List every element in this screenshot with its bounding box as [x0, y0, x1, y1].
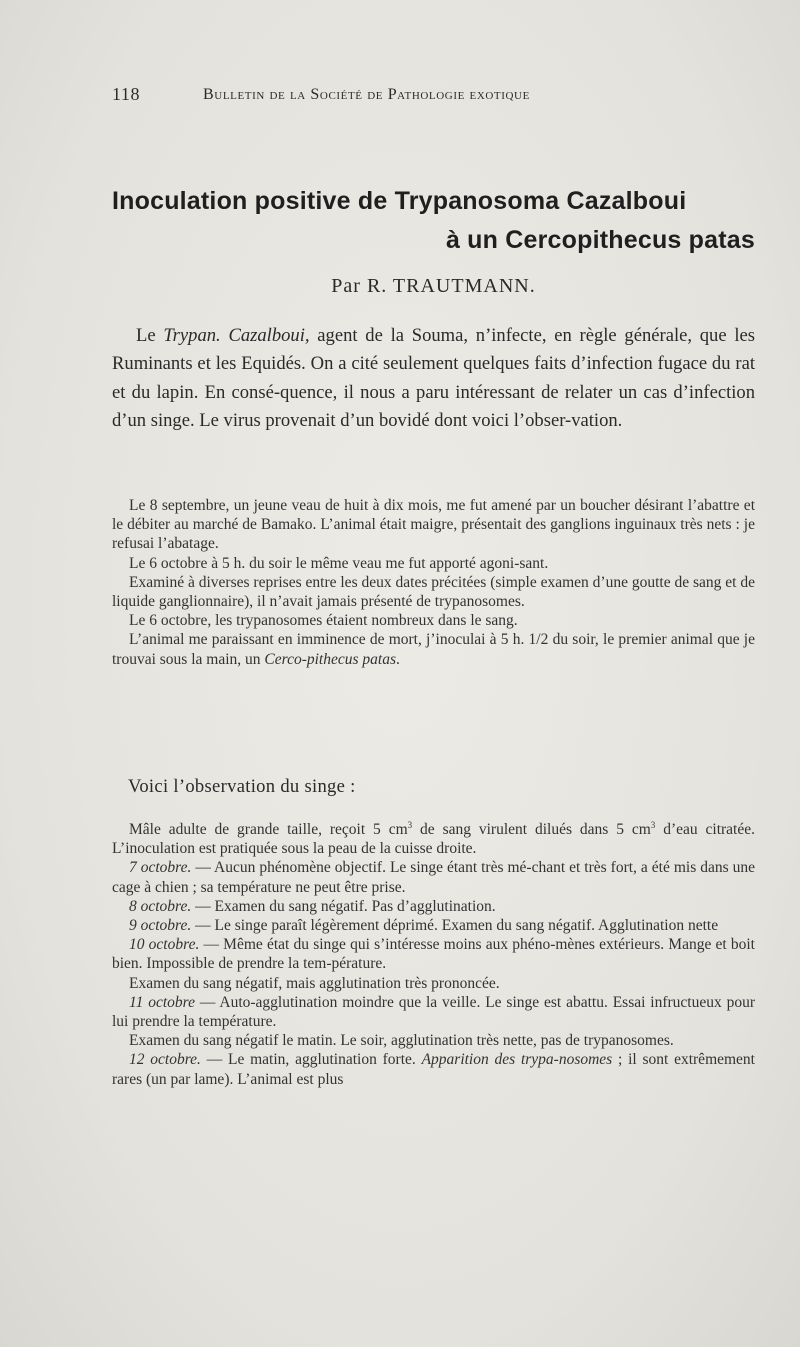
singe-p8: — Examen du sang négatif. Pas d’agglutination. [191, 897, 496, 915]
singe-day-11 [112, 993, 755, 1031]
singe-day-8 [112, 897, 755, 916]
singe-p7: — Aucun phénomène objectif. Le singe étant très mé-chant et très fort, a été mis dans une cage à chien ; sa température ne peut être prise. [112, 859, 755, 896]
singe-day-12 [112, 1050, 755, 1088]
singe-p12-em: Apparition des trypa-nosomes [421, 1051, 613, 1069]
singe-p9: — Le singe paraît légèrement déprimé. Examen du sang négatif. Agglutination nette [191, 917, 719, 935]
date-12-octobre: 12 octobre. [129, 1051, 201, 1069]
bovide-p1: Le 8 septembre, un jeune veau de huit à dix mois, me fut amené par un boucher désirant l’abattre et le débiter au marché de Bamako. L’animal était maigre, présentait des ganglions inguinaux très nets : je refusai l’abatage. [112, 497, 755, 553]
date-9-octobre: 9 octobre. [129, 917, 192, 935]
singe-observation [112, 820, 755, 1089]
author-line [112, 275, 755, 298]
section-heading-singe: Voici l’observation du singe : [128, 776, 356, 797]
article-title-line-2: à un Cercopithecus patas [445, 226, 755, 254]
singe-p1-sup2: 3 [650, 820, 656, 830]
singe-p11: — Auto-agglutination moindre que la veille. Le singe est abattu. Essai infructueux pour lui prendre la température. [112, 993, 755, 1031]
date-11-octobre: 11 octobre [129, 993, 195, 1011]
singe-p1-c: d’eau citratée. L’inoculation est pratiquée sous la peau de la cuisse droite. [112, 821, 755, 858]
singe-day-9 [112, 916, 755, 935]
author-name: R. TRAUTMANN. [366, 275, 536, 297]
singe-day-10 [112, 935, 755, 973]
intro-text-a: Le [136, 325, 164, 346]
page-number: 118 [112, 84, 141, 104]
singe-day-11-b: Examen du sang négatif le matin. Le soir, agglutination très nette, pas de trypanosomes. [129, 1032, 674, 1050]
intro-text-b: agent de la Souma, n’infecte, en règle générale, que les Ruminants et les Equidés. On a cité seulement quelques faits d’infection fugace du rat et du lapin. En consé-quence, il nous a paru intéressant de relater un cas d’infection d’un singe. Le virus provenait d’un bovidé dont voici l’obser-vation. [112, 325, 756, 431]
intro-text [112, 322, 755, 435]
singe-p1-a: Mâle adulte de grande taille, reçoit 5 cm [129, 821, 408, 838]
author-prefix: Par [331, 275, 361, 297]
bovide-observation [112, 496, 755, 669]
singe-p10: — Même état du singe qui s’intéresse moins aux phéno-mènes extérieurs. Mange et boit bien. Impossible de prendre la tem-pérature. [112, 936, 755, 973]
bovide-p5-species: Cerco-pithecus patas [264, 650, 396, 668]
intro-paragraph [112, 322, 755, 435]
bovide-p2: Le 6 octobre à 5 h. du soir le même veau me fut apporté agoni-sant. [129, 554, 549, 572]
running-header [112, 84, 667, 108]
bovide-p4: Le 6 octobre, les trypanosomes étaient nombreux dans le sang. [129, 612, 518, 630]
journal-title: Bulletin de la Société de Pathologie exotique [203, 86, 530, 103]
bovide-p5 [112, 630, 755, 668]
singe-p12-b: ; il sont extrêmement rares (un par lame). L’animal est plus [112, 1051, 755, 1088]
intro-species: Trypan. Cazalboui, [163, 325, 310, 346]
bovide-p3: Examiné à diverses reprises entre les deux dates précitées (simple examen d’une goutte de sang et de liquide ganglionnaire), il n’avait jamais présenté de trypanosomes. [112, 573, 755, 611]
singe-p12-a: — Le matin, agglutination forte. [200, 1051, 422, 1069]
date-8-octobre: 8 octobre. [129, 897, 192, 915]
bovide-p5-b: . [396, 650, 400, 668]
singe-day-7 [112, 858, 755, 896]
singe-p1-sup: 3 [407, 820, 413, 830]
singe-p1-b: de sang virulent dilués dans 5 cm [412, 821, 651, 838]
article-title-line-1: Inoculation positive de Trypanosoma Cazalboui [112, 187, 687, 215]
bovide-p5-a: L’animal me paraissant en imminence de mort, j’inoculai à 5 h. 1/2 du soir, le premier animal que je trouvai sous la main, un [112, 631, 755, 668]
singe-p1 [112, 820, 755, 858]
date-7-octobre: 7 octobre. [129, 859, 192, 877]
date-10-octobre: 10 octobre. [129, 936, 200, 954]
singe-day-10-b: Examen du sang négatif, mais agglutination très prononcée. [129, 974, 500, 992]
